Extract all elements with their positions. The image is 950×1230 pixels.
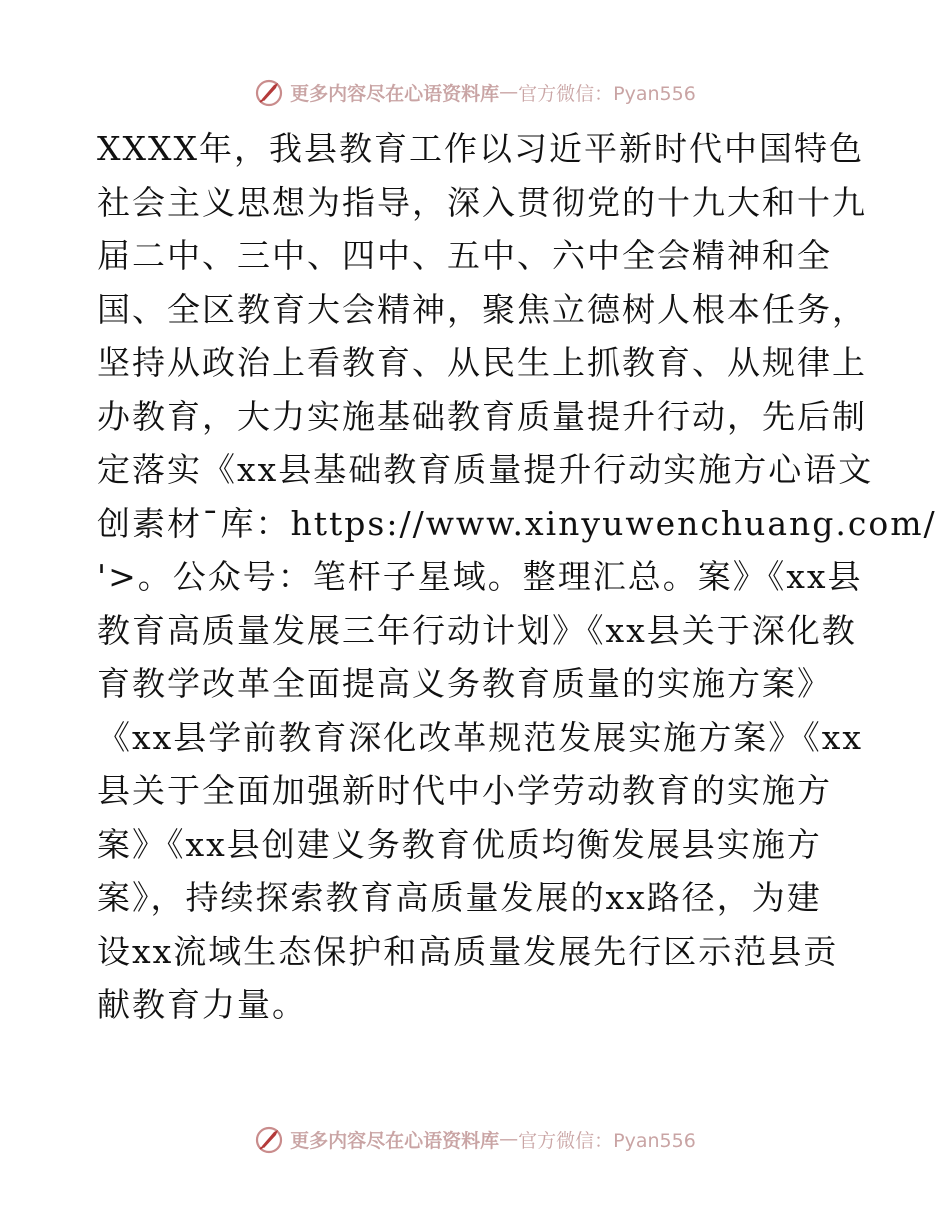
body-line: 案》，持续探索教育高质量发展的xx路径，为建 xyxy=(97,878,822,917)
header-brand-text: 更多内容尽在心语资料库 xyxy=(290,82,500,105)
body-line: 育教学改革全面提高义务教育质量的实施方案》 xyxy=(97,664,832,703)
body-line: '>。公众号：笔杆子星域。整理汇总。案》《xx县 xyxy=(97,557,863,596)
body-line: 定落实《xx县基础教育质量提升行动实施方心语文 xyxy=(97,450,874,489)
body-line: 创素材¯库：https://www.xinyuwenchuang.com/ xyxy=(97,503,937,543)
body-line: 献教育力量。 xyxy=(97,985,307,1024)
body-line: XXXX年，我县教育工作以习近平新时代中国特色 xyxy=(97,129,864,168)
body-line: 国、全区教育大会精神，聚焦立德树人根本任务， xyxy=(97,289,867,329)
document-body xyxy=(97,122,937,1032)
body-line: 社会主义思想为指导，深入贯彻党的十九大和十九 xyxy=(97,182,867,222)
quill-pen-logo-icon xyxy=(254,1124,284,1154)
footer-separator: — xyxy=(499,1128,519,1150)
header-watermark xyxy=(0,72,950,112)
body-line: 坚持从政治上看教育、从民生上抓教育、从规律上 xyxy=(97,343,867,382)
footer-brand-text: 更多内容尽在心语资料库 xyxy=(290,1129,500,1152)
footer-watermark xyxy=(0,1119,950,1159)
body-line: 设xx流域生态保护和高质量发展先行区示范县贡 xyxy=(97,931,839,971)
header-contact-text: 官方微信：Pyan556 xyxy=(518,82,696,105)
body-line: 《xx县学前教育深化改革规范发展实施方案》《xx xyxy=(97,717,863,757)
quill-pen-logo-icon xyxy=(254,77,284,107)
body-line: 届二中、三中、四中、五中、六中全会精神和全 xyxy=(97,236,832,275)
body-line: 教育高质量发展三年行动计划》《xx县关于深化教 xyxy=(97,610,857,650)
body-line: 办教育，大力实施基础教育质量提升行动，先后制 xyxy=(97,396,867,436)
header-separator: — xyxy=(499,81,519,103)
footer-contact-text: 官方微信：Pyan556 xyxy=(518,1129,696,1152)
body-line: 案》《xx县创建义务教育优质均衡发展县实施方 xyxy=(97,824,822,864)
body-line: 县关于全面加强新时代中小学劳动教育的实施方 xyxy=(97,771,832,810)
